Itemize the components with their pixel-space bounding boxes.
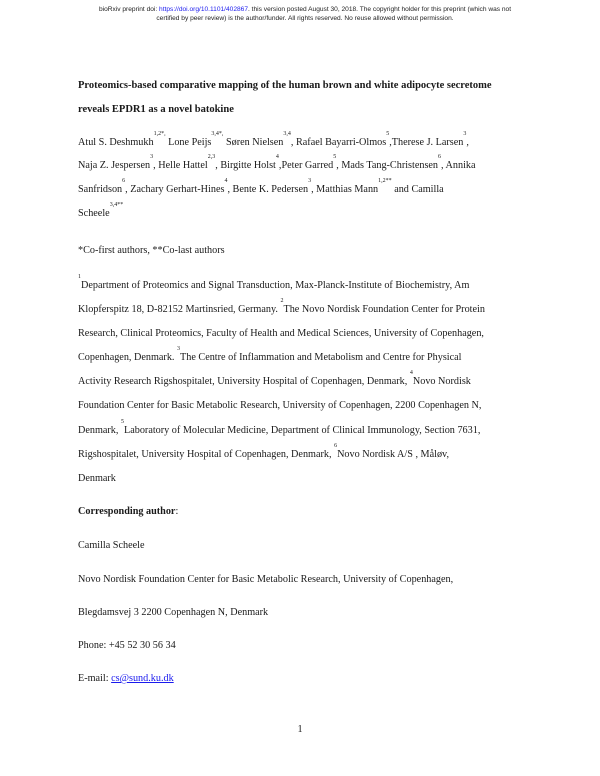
affiliation-line5: Activity Research Rigshospitalet, University Hospital of Copenhagen, Denmark, $^4$Novo Nordisk [78, 370, 471, 387]
affiliation-line2: Klopferspitz 18, D-82152 Martinsried, Germany. $^2$The Novo Nordisk Foundation Center for Protein [78, 298, 485, 315]
affiliation-line9: Denmark [78, 473, 116, 484]
preprint-notice-line1: bioRxiv preprint doi: https://doi.org/10.1101/402867. this version posted August 30, 2018. The copyright holder for this preprint (which was not [98, 6, 512, 13]
corresponding-email-row: E-mail: cs@sund.ku.dk [78, 673, 174, 684]
affiliation-line7: Denmark, $^5$Laboratory of Molecular Medicine, Department of Clinical Immunology, Section 7631, [78, 419, 481, 436]
preprint-notice [70, 5, 540, 23]
affiliation-line8: Rigshospitalet, University Hospital of Copenhagen, Denmark, $^6$Novo Nordisk A/S , Måløv, [78, 443, 450, 460]
corresponding-address-line1: Novo Nordisk Foundation Center for Basic Metabolic Research, University of Copenhagen, [78, 574, 454, 585]
authors-line4: Scheele$^{3,4**}$ [78, 202, 124, 219]
affiliation-line4: Copenhagen, Denmark. $^3$The Centre of Inflammation and Metabolism and Centre for Physical [78, 346, 462, 363]
page-number: 1 [297, 724, 303, 735]
email-link[interactable]: cs@sund.ku.dk [111, 673, 174, 684]
affiliation-line1: $^1$Department of Proteomics and Signal Transduction, Max-Planck-Institute of Biochemistry, Am [78, 274, 470, 291]
corresponding-phone: Phone: +45 52 30 56 34 [78, 640, 176, 651]
affiliation-line6: Foundation Center for Basic Metabolic Research, University of Copenhagen, 2200 Copenhagen N, [78, 400, 482, 411]
preprint-notice-line2: certified by peer review) is the author/funder. All rights reserved. No reuse allowed without permission. [156, 15, 454, 22]
paper-title-line1: Proteomics-based comparative mapping of the human brown and white adipocyte secretome [78, 80, 492, 91]
authors-line2: Naja Z. Jespersen$^3$, Helle Hattel$^{2,3}$, Birgitte Holst$^4$,Peter Garred$^5$, Mads Tang-Christensen$^6$, Annika [78, 154, 476, 171]
contribution-note: *Co-first authors, **Co-last authors [78, 245, 225, 256]
corresponding-heading: Corresponding author: [78, 506, 179, 517]
doi-link[interactable]: https://doi.org/10.1101/402867 [159, 6, 249, 13]
authors-line3: Sanfridson$^6$, Zachary Gerhart-Hines$^4$, Bente K. Pedersen$^3$, Matthias Mann$^{1,2**}$ and Camilla [78, 178, 444, 195]
corresponding-address-line2: Blegdamsvej 3 2200 Copenhagen N, Denmark [78, 607, 269, 618]
corresponding-name: Camilla Scheele [78, 540, 145, 551]
affiliation-line3: Research, Clinical Proteomics, Faculty of Health and Medical Sciences, University of Copenhagen, [78, 328, 484, 339]
paper-title-line2: reveals EPDR1 as a novel batokine [78, 104, 234, 115]
authors-line1: Atul S. Deshmukh$^{1,2*,}$ Lone Peijs$^{3,4*,}$ Søren Nielsen$^{3,4}$, Rafael Bayarri-Olmos$^5$,Therese J. Larsen$^3$, [78, 131, 469, 148]
